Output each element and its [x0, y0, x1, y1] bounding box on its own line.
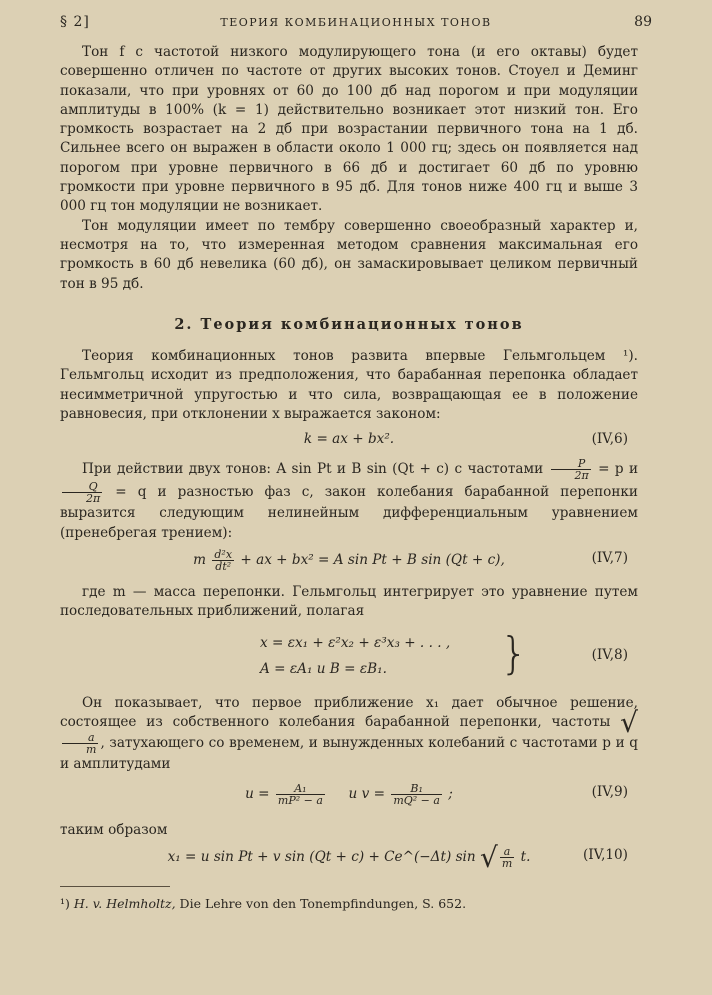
paragraph-7: таким образом: [60, 821, 168, 838]
equation-expr: + ax + bx² = A sin Pt + B sin (Qt + c),: [240, 551, 505, 568]
paragraph-2: Тон модуляции имеет по тембру совершенно своеобразный характер и, несмотря на то, что измеренная методом сравнения максимальная его громкость в 60 дб невелика (60 дб), он замаскировывает целиком первичный тон в 95 дб.: [60, 217, 638, 292]
running-title: ТЕОРИЯ КОМБИНАЦИОННЫХ ТОНОВ: [220, 16, 492, 29]
equation-iv6: [60, 430, 638, 454]
paragraph-3: Теория комбинационных тонов развита впервые Гельмгольцем ¹). Гельмгольц исходит из предположения, что барабанная перепонка обладает несимметричной упругостью и что сила, возвращающая ее в положение равновесия, при отклонении x выражается законом:: [60, 348, 638, 423]
equation-iv9: u = $\frac{\text{A₁}}{\text{mP² − a}}$ и v = $\frac{\text{B₁}}{\text{mQ² − a}}$ ; (IV,9): [245, 781, 628, 807]
equation-line-1: x = εx₁ + ε²x₂ + ε³x₃ + . . . ,: [260, 634, 451, 651]
equation-iv10: x₁ = u sin Pt + v sin (Qt + c) + Ce^(−Δt) sin √ $\frac{a}{m}$ t. (IV,10): [167, 840, 628, 874]
section-title: 2. Теория комбинационных тонов: [174, 315, 524, 333]
paragraph-6: Он показывает, что первое приближение x₁ дает обычное решение, состоящее из собственного колебания барабанной перепонки, частоты √ $\frac{a}{m}$ , затухающего со временем, и вынужденных колебаний с частотами p и q и амплитудами: [60, 694, 638, 773]
running-header: [60, 14, 652, 36]
paragraph-1: Тон f с частотой низкого модулирующего тона (и его октавы) будет совершенно отличен по частоте от других высоких тонов. Стоуел и Деминг показали, что при уровнях от 60 до 100 дб над порогом и при модуляции амплитуды в 100% (k = 1) действительно возникает этот низкий тон. Его громкость возрастает на 2 дб при возрастании первичного тона на 1 дб. Сильнее всего он выражен в области около 1 000 гц; здесь он появляется над порогом при уровне первичного в 66 дб и достигает 60 дб по уровню громкости при уровне первичного в 95 дб. Для тонов ниже 400 гц и выше 3 000 гц тон модуляции не возникает.: [60, 44, 638, 215]
equation-number: (IV,7): [591, 549, 628, 566]
page-number: 89: [634, 14, 652, 30]
equation-iv7: m $\frac{\text{d²x}}{\text{dt²}}$ + ax + bx² = A sin Pt + B sin (Qt + c), (IV,7): [193, 547, 628, 573]
equation-iv8: [60, 627, 638, 688]
footnote-divider: [60, 886, 170, 887]
equation-expr: k = ax + bx².: [303, 431, 395, 448]
equation-line-2: A = εA₁ и B = εB₁.: [260, 660, 387, 677]
fraction-q: $\frac{Q}{2\pi}$: [62, 481, 102, 504]
body-text: [60, 43, 638, 884]
footnote: ¹) H. v. Helmholtz, Die Lehre von den Tonempfindungen, S. 652.: [60, 896, 467, 911]
equation-number: (IV,6): [591, 431, 628, 448]
sqrt-icon: √: [620, 705, 638, 739]
paragraph-4: При действии двух тонов: A sin Pt и B sin (Qt + c) с частотами $\frac{P}{2\pi}$ = p и $\frac{Q}{2\pi}$ = q и разностью фаз c, закон колебания барабанной перепонки выразится следующим нелинейным дифференциальным уравнением (пренебрегая трением):: [60, 457, 639, 541]
section-ref: § 2]: [60, 14, 90, 30]
equation-number: (IV,9): [591, 783, 628, 800]
equation-number: (IV,10): [582, 846, 628, 863]
paragraph-5: где m — масса перепонки. Гельмгольц интегрирует это уравнение путем последовательных приближений, полагая: [60, 583, 638, 620]
fraction-p: $\frac{P}{2\pi}$: [551, 458, 591, 481]
equation-number: (IV,8): [591, 646, 628, 663]
brace-icon: }: [500, 627, 528, 679]
